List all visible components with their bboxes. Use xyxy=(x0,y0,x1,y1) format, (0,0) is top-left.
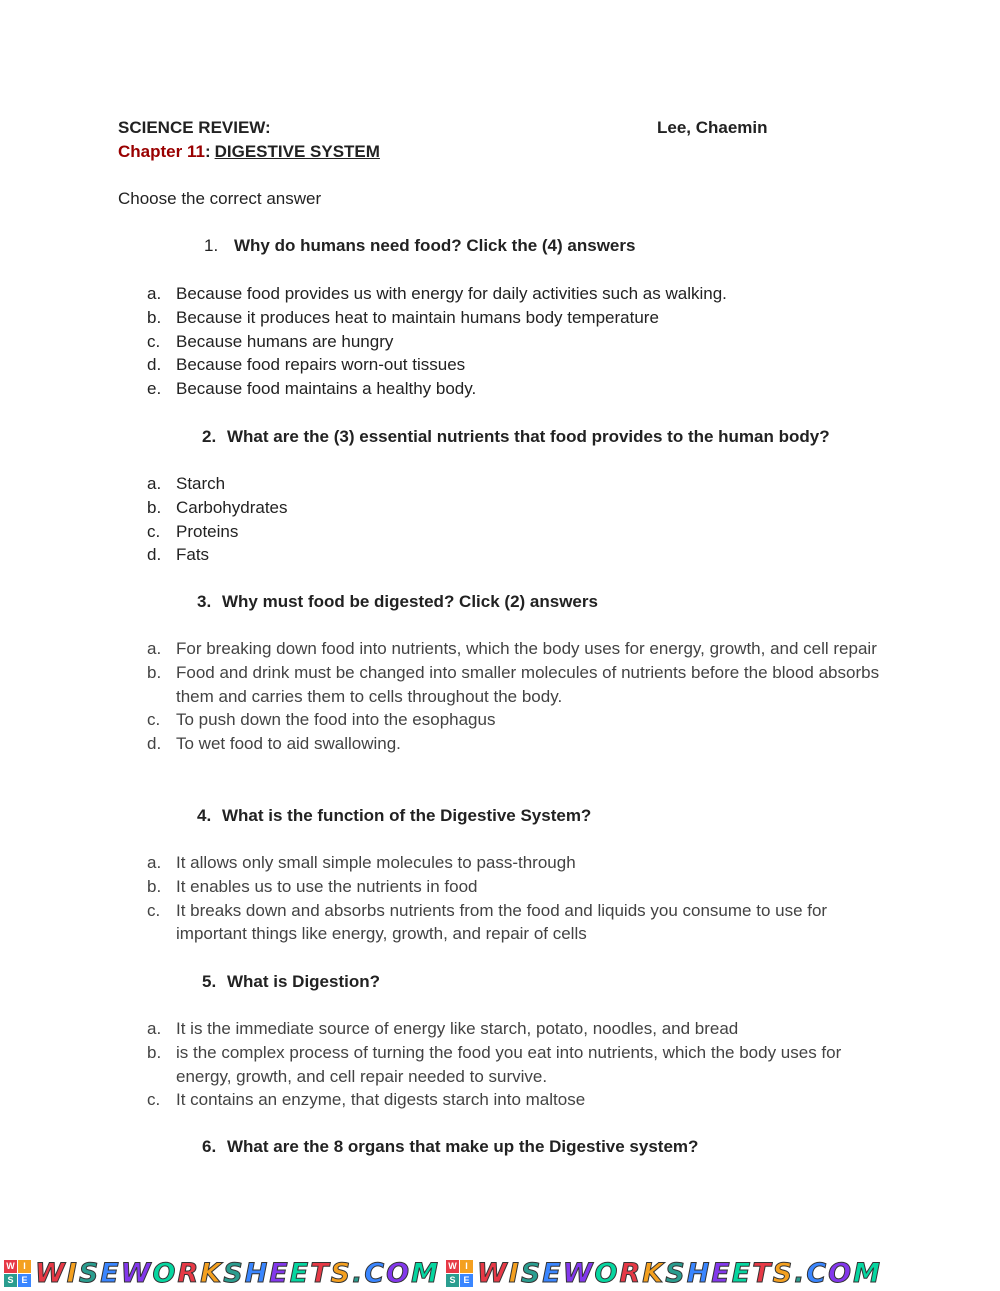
question-number: 1. xyxy=(204,236,219,255)
student-name: Lee, Chaemin xyxy=(657,118,768,137)
question-5-options xyxy=(147,1017,887,1112)
option-4a[interactable]: a. It allows only small simple molecules to pass-through xyxy=(147,853,576,872)
question-6 xyxy=(202,1137,698,1157)
chapter-topic: DIGESTIVE SYSTEM xyxy=(214,142,380,161)
watermark-footer xyxy=(0,1255,1000,1291)
question-4 xyxy=(197,806,591,826)
option-5c[interactable]: c. It contains an enzyme, that digests starch into maltose xyxy=(147,1090,586,1110)
option-2d[interactable]: d. Fats xyxy=(147,545,210,565)
question-text: Why do humans need food? Click the (4) answers xyxy=(234,236,636,255)
question-5 xyxy=(202,972,380,992)
question-3 xyxy=(197,592,598,612)
watermark-text: WISEWORKSHEETS.COM xyxy=(35,1257,440,1289)
question-text: What is the function of the Digestive System? xyxy=(222,806,592,825)
question-text: What are the (3) essential nutrients that food provides to the human body? xyxy=(227,427,830,446)
option-3d[interactable]: d. To wet food to aid swallowing. xyxy=(147,734,401,754)
option-1e[interactable]: e. Because food maintains a healthy body. xyxy=(147,379,477,399)
option-1c[interactable]: c. Because humans are hungry xyxy=(147,331,394,351)
watermark-logo xyxy=(446,1258,882,1289)
question-number: 2. xyxy=(202,427,217,446)
question-text: Why must food be digested? Click (2) answers xyxy=(222,592,598,611)
option-2a[interactable]: a. Starch xyxy=(147,474,226,493)
option-5b[interactable]: b. is the complex process of turning the food you eat into nutrients, which the body uses for energy, growth, and cell repair needed to survive. xyxy=(147,1042,842,1086)
question-3-options xyxy=(147,637,887,756)
option-3b[interactable]: b. Food and drink must be changed into smaller molecules of nutrients before the blood absorbs them and carries them to cells throughout the body. xyxy=(147,662,880,706)
option-1d[interactable]: d. Because food repairs worn-out tissues xyxy=(147,355,466,375)
option-4b[interactable]: b. It enables us to use the nutrients in food xyxy=(147,876,478,896)
chapter-separator: : xyxy=(204,142,211,161)
logo-icon: W I S E xyxy=(4,1260,31,1287)
question-4-options xyxy=(147,851,887,946)
watermark-logo xyxy=(4,1258,440,1289)
question-1 xyxy=(204,236,635,256)
question-1-options xyxy=(147,282,887,401)
option-2b[interactable]: b. Carbohydrates xyxy=(147,497,288,517)
logo-icon: W I S E xyxy=(446,1260,473,1287)
chapter-label: Chapter 11 xyxy=(118,142,205,161)
option-5a[interactable]: a. It is the immediate source of energy like starch, potato, noodles, and bread xyxy=(147,1019,739,1038)
question-2-options xyxy=(147,472,887,567)
question-number: 3. xyxy=(197,592,212,611)
option-1a[interactable]: a. Because food provides us with energy for daily activities such as walking. xyxy=(147,284,727,303)
question-text: What is Digestion? xyxy=(227,972,380,991)
option-2c[interactable]: c. Proteins xyxy=(147,521,239,541)
question-number: 6. xyxy=(202,1137,217,1156)
option-4c[interactable]: c. It breaks down and absorbs nutrients from the food and liquids you consume to use for important things like energy, growth, and repair of cells xyxy=(147,900,828,944)
option-3c[interactable]: c. To push down the food into the esophagus xyxy=(147,710,496,730)
question-number: 4. xyxy=(197,806,212,825)
question-2 xyxy=(202,427,830,447)
question-text: What are the 8 organs that make up the Digestive system? xyxy=(227,1137,699,1156)
instruction-text: Choose the correct answer xyxy=(118,189,322,208)
question-number: 5. xyxy=(202,972,217,991)
option-3a[interactable]: a. For breaking down food into nutrients, which the body uses for energy, growth, and cell repair xyxy=(147,639,877,658)
chapter-heading xyxy=(118,142,380,162)
worksheet-title: SCIENCE REVIEW: xyxy=(118,118,271,137)
watermark-text: WISEWORKSHEETS.COM xyxy=(477,1257,882,1289)
option-1b[interactable]: b. Because it produces heat to maintain humans body temperature xyxy=(147,307,659,327)
